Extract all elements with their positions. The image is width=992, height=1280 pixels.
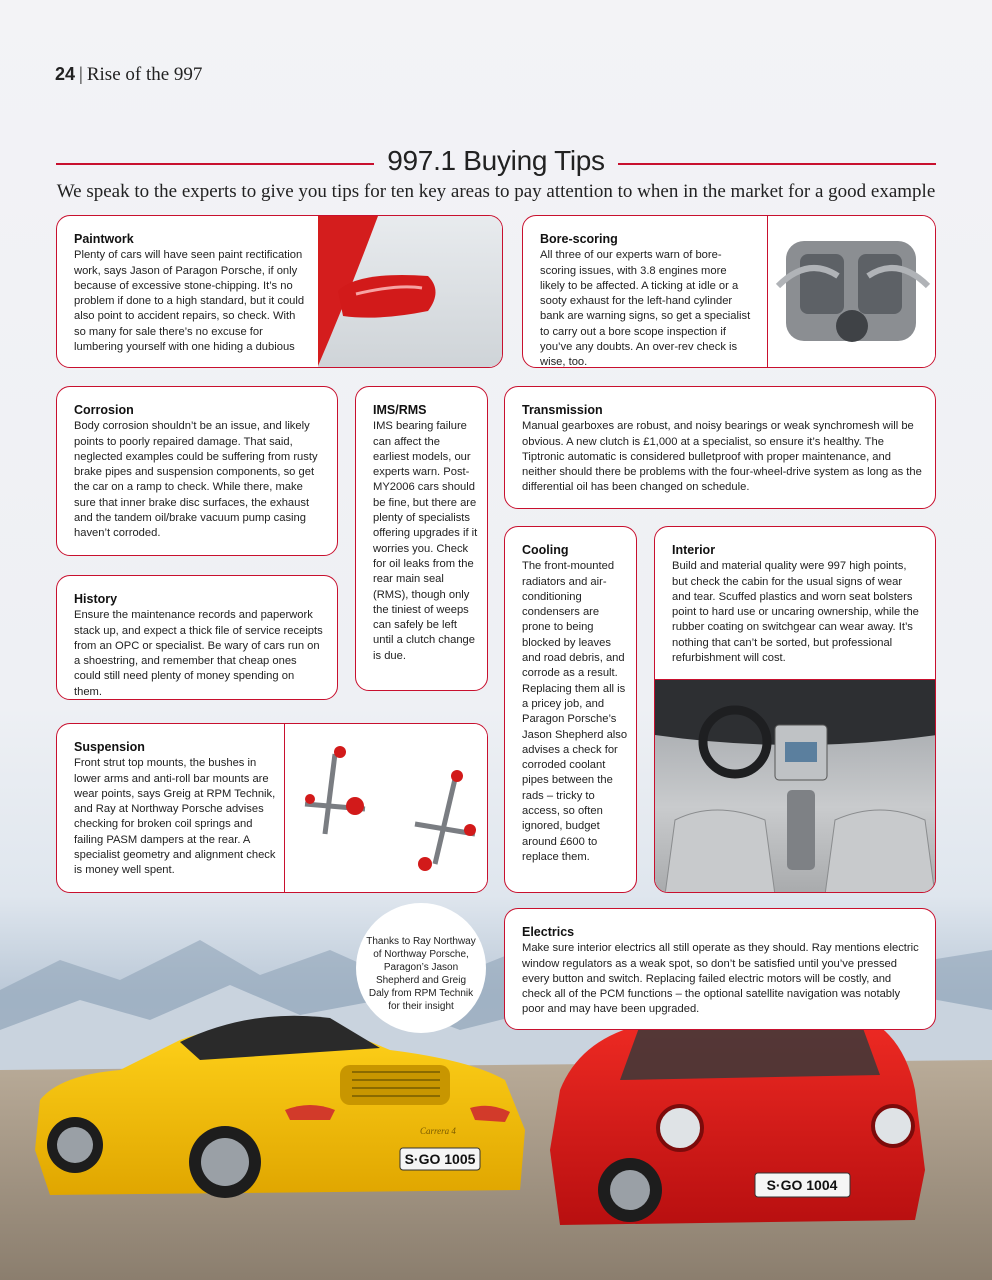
- tip-heading: Bore-scoring: [540, 232, 618, 246]
- mirror-photo: [318, 216, 502, 367]
- section-name: Rise of the 997: [86, 64, 203, 85]
- tip-heading: Electrics: [522, 925, 575, 939]
- tip-paintwork: [56, 215, 503, 368]
- tip-electrics: [504, 908, 936, 1030]
- tip-body: Ensure the maintenance records and paperwork stack up, and expect a thick file of service receipts from an OPC or specialist. Be wary of cars run on a shoestring, and remember that cheap ones could still need plenty of money spending on them.: [74, 609, 323, 698]
- tip-heading: Corrosion: [74, 403, 134, 417]
- tip-heading: Paintwork: [74, 232, 134, 246]
- tip-corrosion: [56, 386, 338, 556]
- tip-cooling: [504, 526, 637, 893]
- tip-heading: Transmission: [522, 403, 603, 417]
- tip-heading: Cooling: [522, 543, 569, 557]
- tip-heading: Suspension: [74, 740, 145, 754]
- tip-heading: IMS/RMS: [373, 403, 427, 417]
- tip-interior: [654, 526, 936, 893]
- tip-transmission: [504, 386, 936, 509]
- tip-body: Front strut top mounts, the bushes in lower arms and anti-roll bar mounts are wear points, says Greig at RPM Technik, and Ray at Northway Porsche advises checking for broken coil springs and failing PASM dampers at the rear. A specialist geometry and alignment check is money well spent.: [74, 757, 276, 877]
- page-subtitle: We speak to the experts to give you tips for ten key areas to pay attention to when in the market for a good example: [56, 181, 936, 202]
- page-folio: 24 | Rise of the 997: [55, 64, 203, 85]
- page-title: 997.1 Buying Tips: [387, 145, 605, 176]
- red-car-plate: S·GO 1004: [766, 1177, 838, 1193]
- page-number: 24: [55, 64, 76, 84]
- tip-body: Make sure interior electrics all still operate as they should. Ray mentions electric window regulators as a weak spot, so don’t be satisfied until you’ve pressed every button and switch. Replacing failed electric motors will be costly, and check all of the PCM functions – the optional satellite navigation was notably poor and may have been upgraded.: [522, 942, 919, 1016]
- tip-body: Manual gearboxes are robust, and noisy bearings or weak synchromesh will be obvious. A new clutch is £1,000 at a specialist, so ensure it’s healthy. The Tiptronic automatic is considered bulletproof with proper maintenance, and neither should there be problems with the four-wheel-drive system as long as the differential oil has been changed on schedule.: [522, 420, 922, 494]
- tip-suspension: [56, 723, 488, 893]
- tip-body: IMS bearing failure can affect the earliest models, our experts warn. Post-MY2006 cars should be fine, but there are plenty of specialists offering upgrades if it worries you. Check for oil leaks from the rear main seal (RMS), though only the tiniest of weeps can safely be left until a clutch change is due.: [373, 420, 478, 662]
- thanks-credit: Thanks to Ray Northway of Northway Porsche, Paragon’s Jason Shepherd and Greig Daly from RPM Technik for their insight: [356, 903, 486, 1033]
- tip-bore-scoring: [522, 215, 936, 368]
- tip-body: All three of our experts warn of bore-scoring issues, with 3.8 engines more likely to be affected. A ticking at idle or a sooty exhaust for the left-hand cylinder bank are warning signs, so get a specialist to carry out a bore scope inspection if you’ve any doubts. An over-rev check is wise, too.: [540, 249, 751, 368]
- tip-body: Plenty of cars will have seen paint rectification work, says Jason of Paragon Porsche, if only because of excessive stone-chipping. It’s no problem if done to a high standard, but it could also point to accident repairs, so check. With so many for sale there’s no excuse for lumbering yourself with one hiding a dubious: [74, 249, 305, 354]
- tip-body: Build and material quality were 997 high points, but check the cabin for the usual signs of wear and tear. Scuffed plastics and worn seat bolsters point to hard use or uncaring ownership, while the rubber coating on switchgear can wear away. It’s nothing that can’t be sorted, but professional refurbishment will cost.: [672, 560, 919, 665]
- interior-photo: [655, 679, 935, 892]
- red-car: [550, 1020, 925, 1225]
- car-badge: Carrera 4: [420, 1126, 456, 1136]
- tip-body: The front-mounted radiators and air-conditioning condensers are prone to being blocked by leaves and road debris, and corrode as a result. Replacing them all is a pricey job, and Paragon Porsche’s Jason Shepherd also advises a check for corroded coolant pipes between the rads – tricky to access, so often ignored, budget around £600 to replace them.: [522, 560, 628, 863]
- yellow-car-plate: S·GO 1005: [404, 1151, 476, 1167]
- suspension-photo: [284, 724, 487, 892]
- engine-photo: [767, 216, 935, 367]
- tip-history: [56, 575, 338, 700]
- tip-body: Body corrosion shouldn’t be an issue, and likely points to poorly repaired damage. That said, neglected examples could be suffering from rusty brake pipes and suspension components, so get the car on a ramp to check. While there, make sure that inner brake disc surfaces, the exhaust and the tandem oil/brake vacuum pump casing haven’t corroded.: [74, 420, 318, 540]
- tip-heading: History: [74, 592, 118, 606]
- tip-ims-rms: [355, 386, 488, 691]
- tip-heading: Interior: [672, 543, 716, 557]
